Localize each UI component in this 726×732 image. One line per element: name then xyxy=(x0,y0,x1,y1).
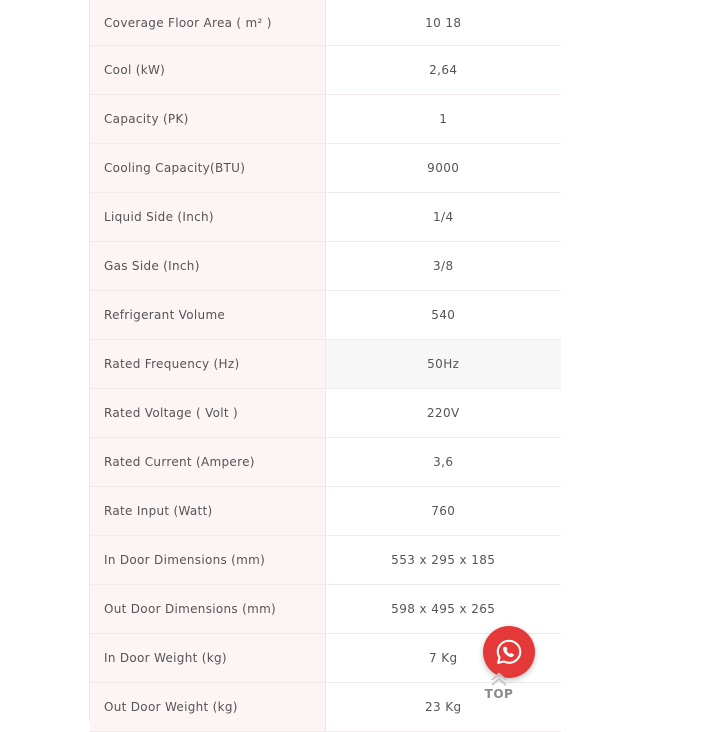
table-row xyxy=(90,585,561,634)
table-row xyxy=(90,291,561,340)
spec-label: Out Door Weight (kg) xyxy=(90,683,325,732)
table-row xyxy=(90,340,561,389)
spec-value: 540 xyxy=(325,291,561,340)
spec-label: Cool (kW) xyxy=(90,46,325,95)
spec-table xyxy=(90,0,561,732)
spec-label: In Door Dimensions (mm) xyxy=(90,536,325,585)
spec-value: 1/4 xyxy=(325,193,561,242)
spec-value: 598 x 495 x 265 xyxy=(325,585,561,634)
back-to-top-button[interactable] xyxy=(482,672,516,712)
spec-label: Refrigerant Volume xyxy=(90,291,325,340)
spec-value: 2,64 xyxy=(325,46,561,95)
spec-label: Cooling Capacity(BTU) xyxy=(90,144,325,193)
spec-value: 220V xyxy=(325,389,561,438)
spec-value: 1 xyxy=(325,95,561,144)
table-row xyxy=(90,242,561,291)
chevron-up-icon xyxy=(490,672,508,686)
spec-value: 553 x 295 x 185 xyxy=(325,536,561,585)
table-row xyxy=(90,0,561,46)
table-row xyxy=(90,536,561,585)
table-row xyxy=(90,487,561,536)
spec-label: Gas Side (Inch) xyxy=(90,242,325,291)
spec-value: 9000 xyxy=(325,144,561,193)
table-row xyxy=(90,389,561,438)
table-row xyxy=(90,193,561,242)
spec-label: Rated Current (Ampere) xyxy=(90,438,325,487)
spec-value: 23 Kg xyxy=(325,683,561,732)
spec-label: Capacity (PK) xyxy=(90,95,325,144)
spec-label: Out Door Dimensions (mm) xyxy=(90,585,325,634)
table-row xyxy=(90,46,561,95)
spec-value: 3,6 xyxy=(325,438,561,487)
spec-label: Liquid Side (Inch) xyxy=(90,193,325,242)
spec-label: Rate Input (Watt) xyxy=(90,487,325,536)
spec-label: Rated Voltage ( Volt ) xyxy=(90,389,325,438)
top-label: TOP xyxy=(484,687,514,701)
spec-value: 3/8 xyxy=(325,242,561,291)
spec-value: 760 xyxy=(325,487,561,536)
whatsapp-button[interactable] xyxy=(483,626,535,678)
spec-value: 50Hz xyxy=(325,340,561,389)
whatsapp-icon xyxy=(494,637,524,667)
spec-label: Rated Frequency (Hz) xyxy=(90,340,325,389)
spec-value: 10 18 xyxy=(325,0,561,46)
table-row xyxy=(90,95,561,144)
spec-label: In Door Weight (kg) xyxy=(90,634,325,683)
table-row xyxy=(90,438,561,487)
spec-label: Coverage Floor Area ( m² ) xyxy=(90,0,325,46)
table-row xyxy=(90,144,561,193)
spec-value: 7 Kg xyxy=(325,634,561,683)
